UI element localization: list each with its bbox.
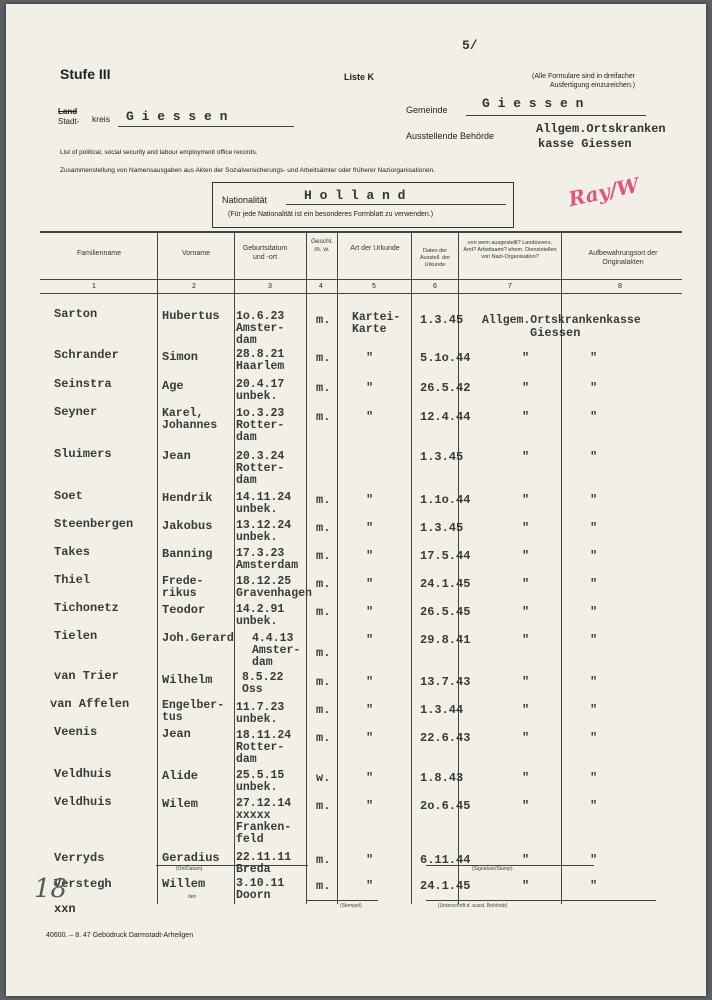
birth-date-place: 18.11.24 Rotter- dam	[236, 729, 292, 766]
birth-date-place: 1o.6.23 Amster- dam	[236, 310, 285, 347]
german-description: Zusammenstellung von Namensausgaben aus Akten der Sozialversicherungs- und Arbeitsämter oder früherer Naziorganisationen.	[60, 167, 436, 174]
page-number: 5/	[462, 38, 478, 53]
typed-xxn: xxn	[54, 902, 76, 916]
issue-date: 26.5.42	[420, 381, 471, 395]
issuer: "	[522, 799, 530, 813]
family-name: Seinstra	[54, 377, 112, 391]
form-note: (Alle Formulare sind in dreifacher Ausfertigung einzureichen.)	[532, 73, 636, 89]
family-name: Soet	[54, 489, 83, 503]
issue-date: 26.5.45	[420, 605, 471, 619]
birth-date-place: 4.4.13 Amster- dam	[252, 632, 301, 669]
birth-date-place: 14.2.91 unbek.	[236, 603, 285, 628]
birth-date-place: 13.12.24 unbek.	[236, 519, 292, 544]
sex: m.	[316, 879, 331, 893]
den-label: den	[188, 894, 197, 900]
document-type: "	[366, 633, 374, 647]
family-name: Schrander	[54, 348, 119, 362]
kreis-label: kreis	[92, 114, 110, 124]
document-type: "	[366, 577, 374, 591]
sex: m.	[316, 731, 331, 745]
document-type: "	[366, 549, 374, 563]
first-name: Teodor	[162, 603, 206, 617]
sex: m.	[316, 493, 331, 507]
issuer: "	[522, 853, 530, 867]
issuer: "	[522, 879, 530, 893]
col-num-1: 1	[92, 283, 96, 290]
gemeinde-label: Gemeinde	[406, 105, 448, 115]
archive-location: "	[590, 771, 598, 785]
header-daten: Daten der Ausstell. der Urkunde	[419, 248, 451, 268]
first-name: Hubertus	[162, 309, 220, 323]
issuer: Allgem.Ortskrankenkasse	[482, 314, 641, 327]
issuer: "	[522, 675, 530, 689]
issue-date: 24.1.45	[420, 577, 471, 591]
issuer: "	[522, 731, 530, 745]
issuer: "	[522, 605, 530, 619]
issue-date: 29.8.41	[420, 633, 471, 647]
issuer: "	[522, 410, 530, 424]
issuer: "	[522, 521, 530, 535]
col-num-2: 2	[192, 283, 196, 290]
archive-location: "	[590, 879, 598, 893]
sex: m.	[316, 313, 331, 327]
col-divider-1	[157, 232, 158, 904]
family-name: Tichonetz	[54, 601, 119, 615]
behoerde-value: Allgem.Ortskranken kasse Giessen	[536, 122, 666, 151]
issuer: "	[522, 771, 530, 785]
archive-location: "	[590, 521, 598, 535]
stempel-line	[306, 900, 378, 901]
first-name: Frede- rikus	[162, 575, 204, 600]
archive-location: "	[590, 731, 598, 745]
issuer: "	[522, 549, 530, 563]
archive-location: "	[590, 703, 598, 717]
unterschrift-label: (Unterschrift d. ausst. Behörde)	[438, 903, 508, 909]
nationality-note: (Für jede Nationalität ist ein besonderes Formblatt zu verwenden.)	[228, 211, 434, 218]
header-vorname: Vorname	[181, 250, 211, 257]
col-divider-5	[411, 232, 412, 904]
issuer: "	[522, 493, 530, 507]
sex: m.	[316, 381, 331, 395]
issue-date: 2o.6.45	[420, 799, 471, 813]
table-top-border	[40, 231, 682, 233]
first-name: Geradius	[162, 851, 220, 865]
first-name: Willem	[162, 877, 206, 891]
issuer: "	[522, 577, 530, 591]
document-type: "	[366, 605, 374, 619]
document-type: "	[366, 853, 374, 867]
sex: m.	[316, 549, 331, 563]
document-type: "	[366, 381, 374, 395]
issuer: "	[522, 450, 530, 464]
table-header-divider	[40, 279, 682, 280]
col-num-5: 5	[372, 283, 376, 290]
ort-datum-label: (Ort/Datum)	[176, 866, 203, 872]
first-name: Simon	[162, 350, 199, 364]
issuer: "	[522, 633, 530, 647]
family-name: Veldhuis	[54, 767, 112, 781]
family-name: Verstegh	[54, 877, 112, 891]
archive-location: Giessen	[530, 326, 581, 340]
english-description: List of political, social security and labour employment office records.	[60, 149, 258, 156]
birth-date-place: 18.12.25 Gravenhagen	[236, 575, 312, 600]
birth-date-place: 20.3.24 Rotter- dam	[236, 450, 285, 487]
archive-location: "	[590, 577, 598, 591]
archive-location: "	[590, 351, 598, 365]
archive-location: "	[590, 853, 598, 867]
family-name: Thiel	[54, 573, 91, 587]
birth-date-place: 28.8.21 Haarlem	[236, 348, 285, 373]
stadtkreis-underline	[118, 126, 294, 127]
stadtkreis-value: G i e s s e n	[126, 109, 228, 124]
first-name: Jakobus	[162, 519, 213, 533]
birth-date-place: 17.3.23 Amsterdam	[236, 547, 299, 572]
document-type: "	[366, 731, 374, 745]
document-type: "	[366, 771, 374, 785]
family-name: Sarton	[54, 307, 98, 321]
issue-date: 1.3.45	[420, 313, 464, 327]
family-name: van Affelen	[50, 697, 130, 711]
family-name: Seyner	[54, 405, 98, 419]
gemeinde-underline	[466, 115, 646, 116]
archive-location: "	[590, 799, 598, 813]
birth-date-place: 3.10.11 Doorn	[236, 877, 285, 902]
archive-location: "	[590, 549, 598, 563]
document-type: "	[366, 493, 374, 507]
liste-label: Liste K	[344, 72, 375, 82]
document-page	[6, 4, 706, 996]
sex: m.	[316, 410, 331, 424]
header-familienname: Familienname	[77, 250, 121, 257]
nationality-label: Nationalität	[222, 195, 268, 205]
birth-date-place: 11.7.23 unbek.	[236, 701, 285, 726]
nationality-value: H o l l a n d	[304, 188, 406, 203]
document-type: "	[366, 410, 374, 424]
archive-location: "	[590, 493, 598, 507]
col-num-6: 6	[433, 283, 437, 290]
birth-date-place: 1o.3.23 Rotter- dam	[236, 407, 285, 444]
stempel-label: (Stempel)	[340, 903, 362, 909]
col-num-8: 8	[618, 283, 622, 290]
first-name: Wilem	[162, 797, 199, 811]
document-type: "	[366, 879, 374, 893]
first-name: Banning	[162, 547, 213, 561]
unterschrift-line	[426, 900, 656, 901]
header-geschlecht: Geschl. m. w.	[310, 238, 334, 254]
first-name: Joh.Gerard	[162, 631, 235, 645]
archive-location: "	[590, 605, 598, 619]
col-divider-4	[337, 232, 338, 904]
stufe-title: Stufe III	[60, 66, 111, 82]
first-name: Karel, Johannes	[162, 407, 218, 432]
sex: m.	[316, 351, 331, 365]
family-name: Verryds	[54, 851, 105, 865]
document-type: "	[366, 351, 374, 365]
issuer: "	[522, 381, 530, 395]
issue-date: 12.4.44	[420, 410, 471, 424]
birth-date-place: 8.5.22 Oss	[242, 671, 284, 696]
sex: m.	[316, 646, 331, 660]
issue-date: 1.3.45	[420, 521, 464, 535]
family-name: Takes	[54, 545, 91, 559]
table-number-divider	[40, 293, 682, 294]
family-name: Sluimers	[54, 447, 112, 461]
signature-stamp-label: (Signature/Stamp)	[472, 866, 513, 872]
birth-date-place: 27.12.14 xxxxx Franken- feld	[236, 797, 292, 846]
birth-date-place: 22.11.11 Breda	[236, 851, 292, 876]
archive-location: "	[590, 675, 598, 689]
header-art: Art der Urkunde	[350, 245, 400, 252]
document-type: "	[366, 703, 374, 717]
document-type: "	[366, 521, 374, 535]
col-num-3: 3	[268, 283, 272, 290]
header-von-wem: von wem ausgestellt? Landesvers. Amt? Arbeitsamt? ehem. Dienststellen von Nazi-Organisation?	[463, 240, 557, 260]
issue-date: 22.6.43	[420, 731, 471, 745]
issue-date: 17.5.44	[420, 549, 471, 563]
issue-date: 13.7.43	[420, 675, 471, 689]
printer-imprint: 40600. – 8. 47 Gebüdruck Darmstadt-Arheilgen	[46, 932, 194, 939]
birth-date-place: 25.5.15 unbek.	[236, 769, 285, 794]
archive-location: "	[590, 450, 598, 464]
col-num-7: 7	[508, 283, 512, 290]
col-num-4: 4	[319, 283, 323, 290]
archive-location: "	[590, 633, 598, 647]
birth-date-place: 20.4.17 unbek.	[236, 378, 285, 403]
document-type: "	[366, 675, 374, 689]
sex: m.	[316, 853, 331, 867]
issue-date: 6.11.44	[420, 853, 471, 867]
nationality-underline	[286, 204, 506, 205]
behoerde-label: Ausstellende Behörde	[406, 131, 495, 141]
first-name: Jean	[162, 449, 191, 463]
stadtkreis-label: Land Stadt-	[58, 107, 80, 126]
family-name: Veldhuis	[54, 795, 112, 809]
first-name: Jean	[162, 727, 191, 741]
sex: m.	[316, 703, 331, 717]
issuer: "	[522, 351, 530, 365]
family-name: van Trier	[54, 669, 119, 683]
header-geburtsdatum: Geburtsdatum und -ort	[242, 245, 288, 261]
first-name: Alide	[162, 769, 199, 783]
gemeinde-value: G i e s s e n	[482, 96, 584, 111]
handwritten-signature-mark: Ray/W	[566, 172, 642, 212]
issuer: "	[522, 703, 530, 717]
issue-date: 1.1o.44	[420, 493, 471, 507]
sex: w.	[316, 771, 331, 785]
first-name: Wilhelm	[162, 673, 213, 687]
issue-date: 1.8.43	[420, 771, 464, 785]
family-name: Veenis	[54, 725, 98, 739]
sex: m.	[316, 799, 331, 813]
family-name: Tielen	[54, 629, 98, 643]
document-type: Kartei- Karte	[352, 311, 401, 336]
col-divider-3	[306, 232, 307, 904]
sex: m.	[316, 675, 331, 689]
issue-date: 24.1.45	[420, 879, 471, 893]
sex: m.	[316, 521, 331, 535]
first-name: Hendrik	[162, 491, 213, 505]
document-type: "	[366, 799, 374, 813]
header-aufbewahrungsort: Aufbewahrungsort der Originalakten	[588, 250, 658, 266]
archive-location: "	[590, 381, 598, 395]
sex: m.	[316, 605, 331, 619]
first-name: Age	[162, 379, 184, 393]
issue-date: 1.3.44	[420, 703, 464, 717]
first-name: Engelber- tus	[162, 699, 225, 724]
family-name: Steenbergen	[54, 517, 134, 531]
issue-date: 1.3.45	[420, 450, 464, 464]
archive-location: "	[590, 410, 598, 424]
sex: m.	[316, 577, 331, 591]
handwritten-number: 18	[34, 874, 68, 904]
issue-date: 5.1o.44	[420, 351, 471, 365]
birth-date-place: 14.11.24 unbek.	[236, 491, 292, 516]
